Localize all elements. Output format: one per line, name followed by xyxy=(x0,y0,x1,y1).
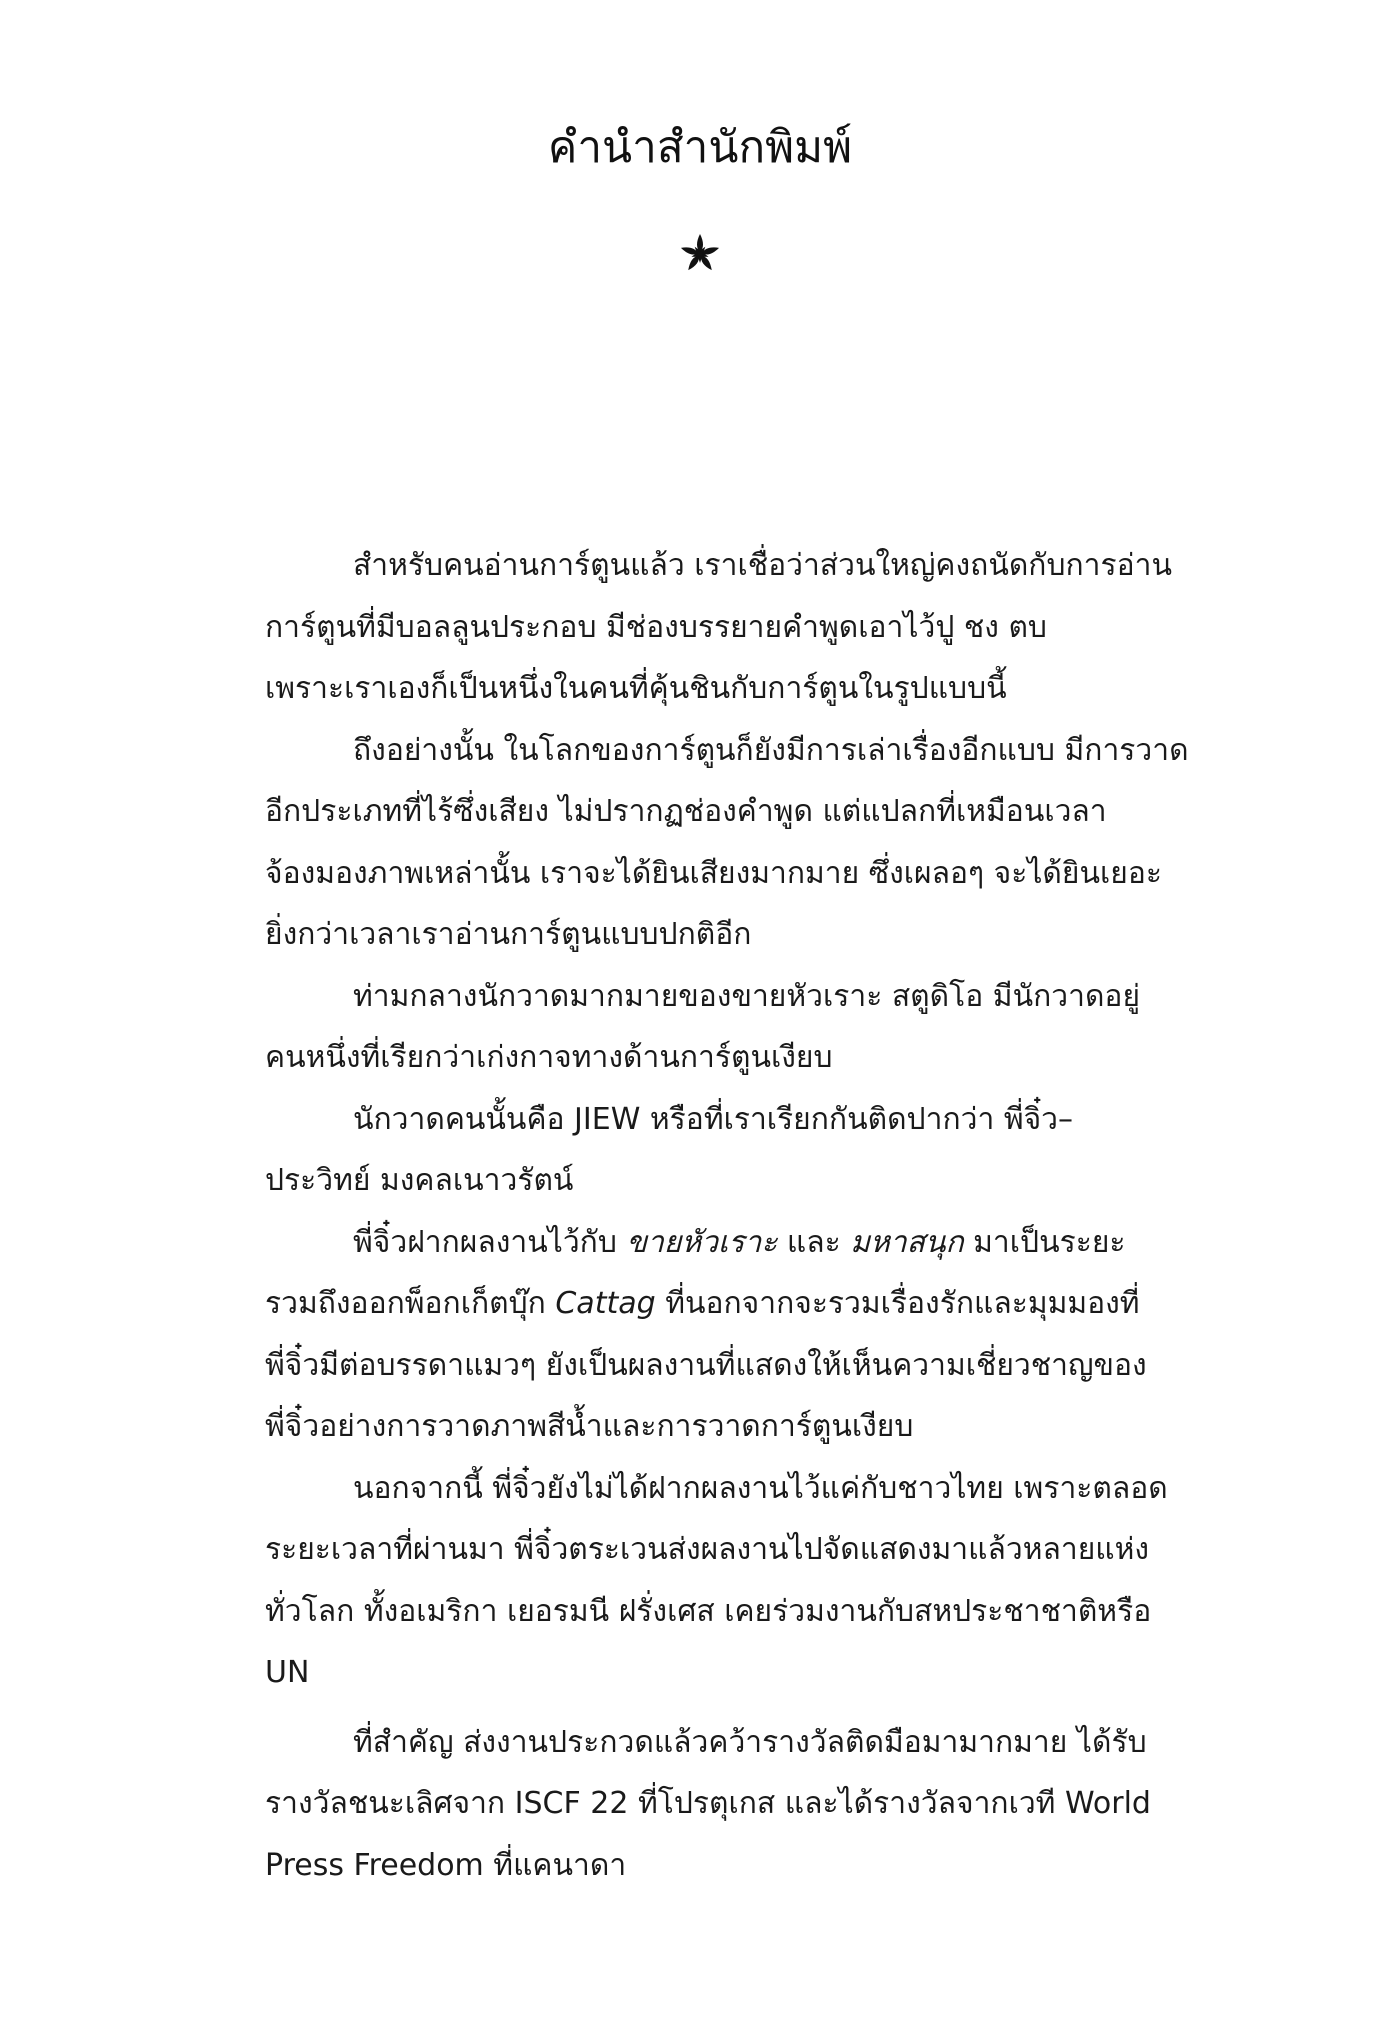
paragraph xyxy=(265,966,1140,1089)
paragraph xyxy=(265,1212,1147,1458)
text-line xyxy=(265,1212,1140,1274)
text-segment: รวมถึงออกพ็อกเก็ตบุ๊ก xyxy=(265,1286,556,1321)
text-line: รางวัลชนะเลิศจาก ISCF 22 ที่โปรตุเกส และได้รางวัลจากเวที World xyxy=(265,1786,1151,1821)
magazine-title: มหาสนุก xyxy=(850,1224,964,1260)
text-line: จ้องมองภาพเหล่านั้น เราจะได้ยินเสียงมากมาย ซึ่งเผลอๆ จะได้ยินเยอะ xyxy=(265,855,1162,891)
text-segment: ที่นอกจากจะรวมเรื่องรักและมุมมองที่ xyxy=(655,1286,1140,1321)
text-line: สำหรับคนอ่านการ์ตูนแล้ว เราเชื่อว่าส่วนใหญ่คงถนัดกับการอ่าน xyxy=(353,548,1173,583)
text-line: อีกประเภทที่ไร้ซึ่งเสียง ไม่ปรากฏช่องคำพูด แต่แปลกที่เหมือนเวลา xyxy=(265,794,1107,829)
text-line: ประวิทย์ มงคลเนาวรัตน์ xyxy=(265,1163,574,1198)
text-segment: พี่จิ๋วฝากผลงานไว้กับ xyxy=(353,1224,627,1260)
magazine-title: ขายหัวเราะ xyxy=(626,1224,778,1260)
text-line: นอกจากนี้ พี่จิ๋วยังไม่ได้ฝากผลงานไว้แค่กับชาวไทย เพราะตลอด xyxy=(353,1470,1168,1506)
text-line xyxy=(265,1273,1140,1335)
paragraph xyxy=(265,720,1189,966)
text-line: ทั่วโลก ทั้งอเมริกา เยอรมนี ฝรั่งเศส เคยร่วมงานกับสหประชาชาติหรือ xyxy=(265,1593,1152,1629)
body-text xyxy=(265,535,1189,1896)
page-title: คำนำสำนักพิมพ์ xyxy=(547,122,853,173)
text-line: พี่จิ๋วอย่างการวาดภาพสีน้ำและการวาดการ์ตูนเงียบ xyxy=(265,1409,914,1444)
text-line: ท่ามกลางนักวาดมากมายของขายหัวเราะ สตูดิโอ มีนักวาดอยู่ xyxy=(353,978,1141,1014)
text-line: การ์ตูนที่มีบอลลูนประกอบ มีช่องบรรยายคำพูดเอาไว้ปู ชง ตบ xyxy=(265,609,1047,645)
text-line: นักวาดคนนั้นคือ JIEW หรือที่เราเรียกกันติดปากว่า พี่จิ๋ว– xyxy=(353,1101,1074,1137)
paragraph xyxy=(265,1458,1168,1704)
text-line: ที่สำคัญ ส่งงานประกวดแล้วคว้ารางวัลติดมือมามากมาย ได้รับ xyxy=(353,1724,1147,1760)
text-line: คนหนึ่งที่เรียกว่าเก่งกาจทางด้านการ์ตูนเงียบ xyxy=(265,1040,833,1075)
text-line: พี่จิ๋วมีต่อบรรดาแมวๆ ยังเป็นผลงานที่แสดงให้เห็นความเชี่ยวชาญของ xyxy=(265,1347,1147,1383)
text-line: ระยะเวลาที่ผ่านมา พี่จิ๋วตระเวนส่งผลงานไปจัดแสดงมาแล้วหลายแห่ง xyxy=(265,1532,1150,1567)
paragraph xyxy=(265,1712,1151,1897)
text-line: ยิ่งกว่าเวลาเราอ่านการ์ตูนแบบปกติอีก xyxy=(265,917,752,952)
flower-star-icon xyxy=(678,232,722,276)
text-segment: มาเป็นระยะ xyxy=(963,1224,1126,1260)
text-line: ถึงอย่างนั้น ในโลกของการ์ตูนก็ยังมีการเล่าเรื่องอีกแบบ มีการวาด xyxy=(353,732,1189,768)
book-title: Cattag xyxy=(555,1286,656,1321)
paragraph xyxy=(265,1089,1140,1212)
text-line: UN xyxy=(265,1655,310,1690)
text-line: เพราะเราเองก็เป็นหนึ่งในคนที่คุ้นชินกับการ์ตูนในรูปแบบนี้ xyxy=(265,671,1007,706)
text-segment: และ xyxy=(777,1224,851,1260)
text-line: Press Freedom ที่แคนาดา xyxy=(265,1847,627,1883)
paragraph xyxy=(265,535,1173,720)
